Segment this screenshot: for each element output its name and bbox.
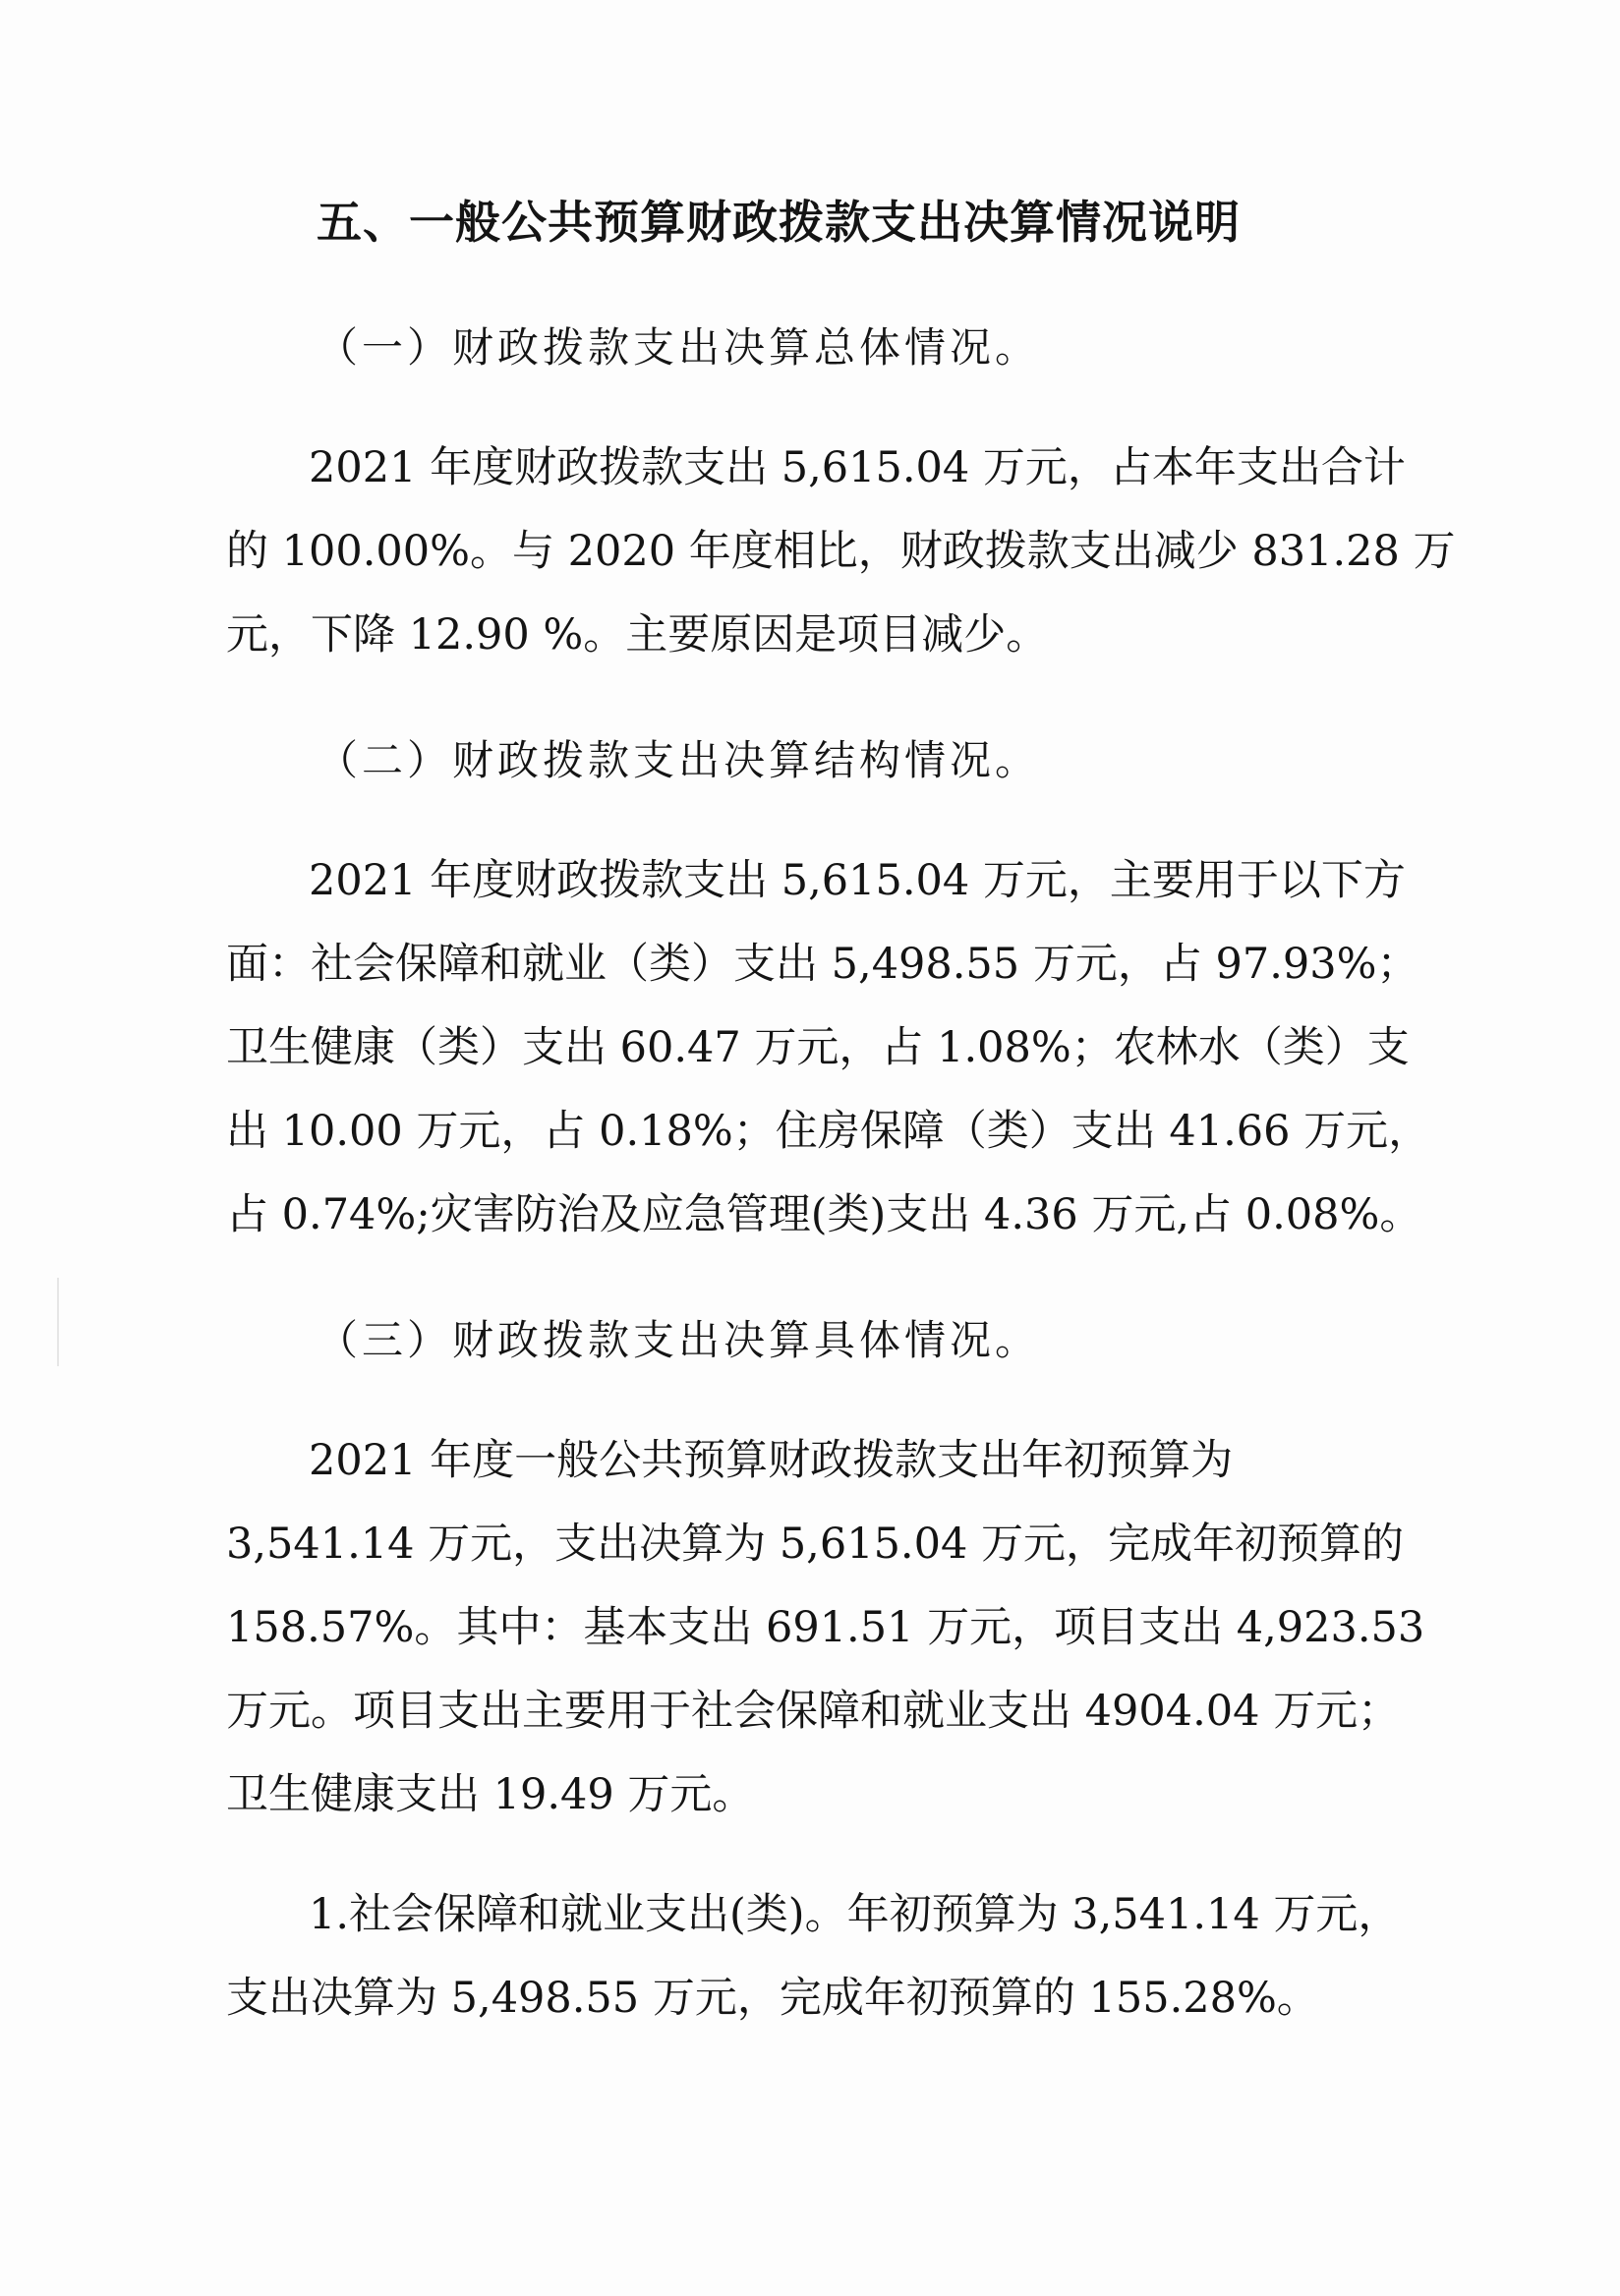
paragraph-line: 158.57%。其中：基本支出 691.51 万元，项目支出 4,923.53 bbox=[226, 1603, 1425, 1652]
paragraph-line: 出 10.00 万元，占 0.18%；住房保障（类）支出 41.66 万元， bbox=[226, 1107, 1431, 1156]
section-title: 五、一般公共预算财政拨款支出决算情况说明 bbox=[317, 196, 1241, 249]
subsection-heading-3: （三）财政拨款支出决算具体情况。 bbox=[317, 1316, 1041, 1364]
paragraph-line: 2021 年度财政拨款支出 5,615.04 万元，主要用于以下方 bbox=[309, 856, 1406, 905]
scan-edge-mark bbox=[57, 1278, 59, 1366]
paragraph-line: 元，下降 12.90 %。主要原因是项目减少。 bbox=[226, 610, 1049, 660]
item-line: 支出决算为 5,498.55 万元，完成年初预算的 155.28%。 bbox=[226, 1974, 1319, 2023]
paragraph-line: 万元。项目支出主要用于社会保障和就业支出 4904.04 万元； bbox=[226, 1687, 1401, 1736]
item-line: 1.社会保障和就业支出(类)。年初预算为 3,541.14 万元， bbox=[309, 1890, 1401, 1939]
paragraph-line: 2021 年度一般公共预算财政拨款支出年初预算为 bbox=[309, 1436, 1234, 1485]
paragraph-line: 面：社会保障和就业（类）支出 5,498.55 万元，占 97.93%； bbox=[226, 940, 1419, 989]
paragraph-line: 2021 年度财政拨款支出 5,615.04 万元，占本年支出合计 bbox=[309, 443, 1406, 492]
subsection-heading-2: （二）财政拨款支出决算结构情况。 bbox=[317, 736, 1041, 784]
subsection-heading-1: （一）财政拨款支出决算总体情况。 bbox=[317, 323, 1041, 372]
paragraph-line: 3,541.14 万元，支出决算为 5,615.04 万元，完成年初预算的 bbox=[226, 1520, 1404, 1569]
paragraph-line: 的 100.00%。与 2020 年度相比，财政拨款支出减少 831.28 万 bbox=[226, 527, 1456, 576]
paragraph-line: 卫生健康（类）支出 60.47 万元，占 1.08%；农林水（类）支 bbox=[226, 1023, 1410, 1072]
paragraph-line: 卫生健康支出 19.49 万元。 bbox=[226, 1770, 755, 1819]
paragraph-line: 占 0.74%;灾害防治及应急管理(类)支出 4.36 万元,占 0.08%。 bbox=[226, 1190, 1422, 1239]
